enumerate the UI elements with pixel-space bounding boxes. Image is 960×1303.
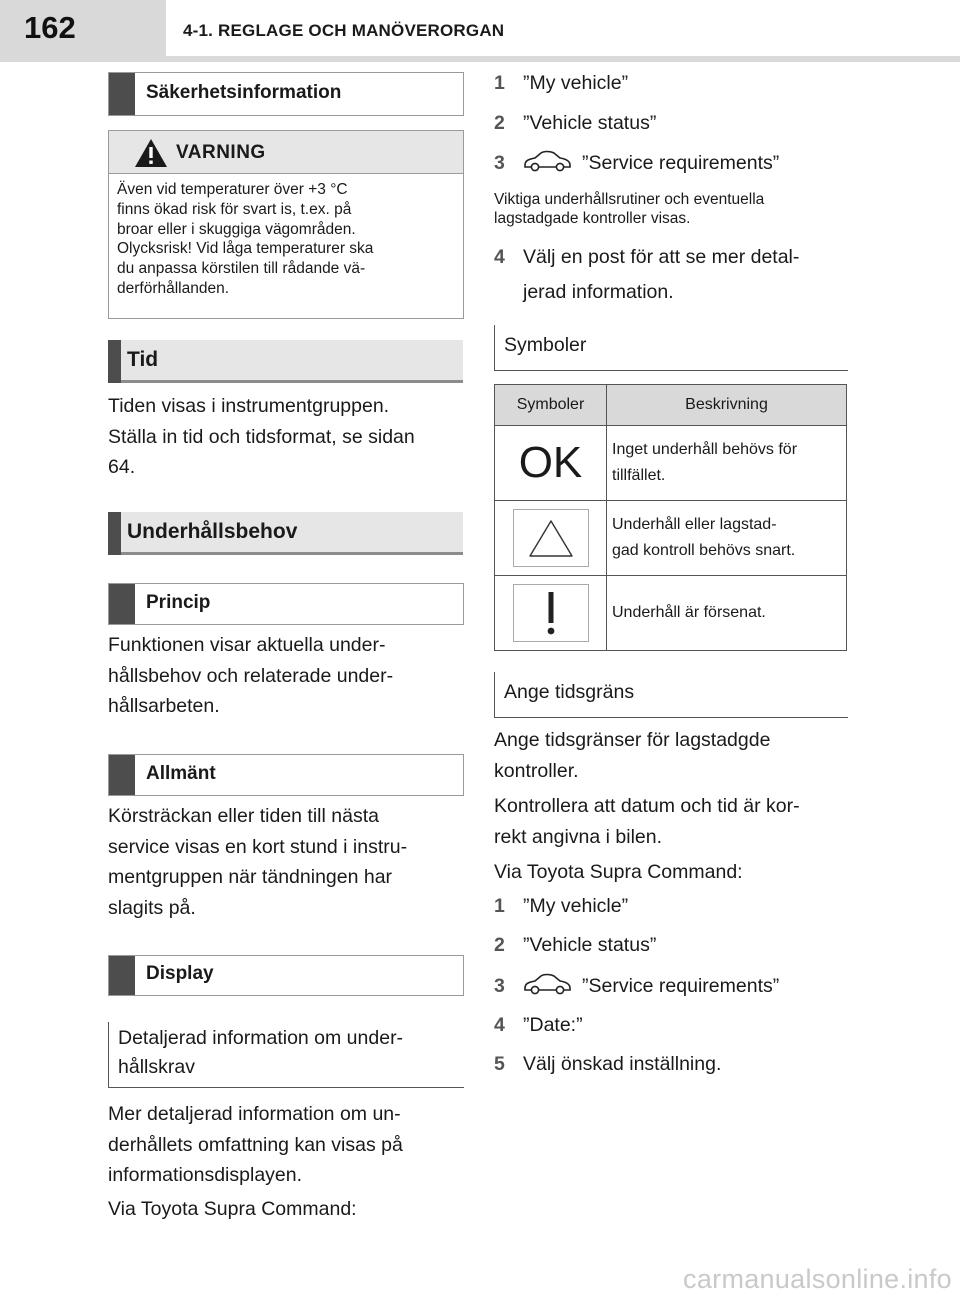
text-line: kontroller. <box>494 759 579 782</box>
text-line: hållsarbeten. <box>108 695 220 717</box>
description-cell <box>607 426 847 501</box>
table-header-row <box>495 385 847 426</box>
exclamation-symbol-box <box>513 584 589 642</box>
section-bar <box>109 956 135 995</box>
text-line: 64. <box>108 456 136 478</box>
text-line: rekt angivna i bilen. <box>494 825 663 848</box>
text-line: mentgruppen när tändningen har <box>108 866 393 888</box>
step-text: Välj önskad inställning. <box>523 1053 722 1075</box>
via-command-text: Via Toyota Supra Command: <box>108 1198 357 1220</box>
text-line: Välj en post för att se mer detal- <box>523 246 800 268</box>
page-number: 162 <box>24 10 76 45</box>
warning-text <box>117 180 457 299</box>
symbol-cell <box>495 426 607 501</box>
detail-heading-text <box>118 1024 403 1082</box>
warning-title: VARNING <box>176 142 266 163</box>
text-line: slagits på. <box>108 896 196 919</box>
allmant-title: Allmänt <box>146 763 216 784</box>
warning-header <box>109 131 463 174</box>
text-line: service visas en kort stund i instru- <box>108 835 408 858</box>
step-number: 3 <box>494 152 505 174</box>
symbol-cell <box>495 576 607 651</box>
step-number: 2 <box>494 934 505 956</box>
section-bar <box>109 584 135 624</box>
step-text: ”My vehicle” <box>523 895 629 917</box>
step-text: ”Date:” <box>523 1014 583 1036</box>
section-bar <box>109 755 135 795</box>
table-row <box>495 576 847 651</box>
text-line: Via Toyota Supra Command: <box>494 861 743 883</box>
tid-paragraph <box>108 391 468 483</box>
section-bar <box>108 512 121 555</box>
text-line: lagstadgade kontroller visas. <box>494 210 691 227</box>
exclamation-icon <box>514 585 588 641</box>
car-icon <box>522 148 572 174</box>
tidsgrans-heading-text: Ange tidsgräns <box>504 681 635 703</box>
page-number-box <box>0 0 166 62</box>
underhall-title: Underhållsbehov <box>127 520 298 543</box>
warning-line: Även vid temperaturer över +3 °C <box>117 181 348 198</box>
table-row <box>495 426 847 501</box>
step-text: ”Vehicle status” <box>523 112 657 134</box>
description-cell <box>607 501 847 576</box>
warning-triangle-icon <box>134 138 168 168</box>
section-bar <box>108 340 121 383</box>
ok-text: OK <box>518 438 583 487</box>
display-title: Display <box>146 963 214 984</box>
allmant-paragraph <box>108 801 468 923</box>
safety-info-heading <box>108 72 464 116</box>
heading-line: hållskrav <box>118 1056 195 1078</box>
triangle-symbol-box <box>513 509 589 567</box>
ok-symbol <box>514 435 588 491</box>
page-header <box>0 0 960 62</box>
desc-line: Underhåll är försenat. <box>612 604 766 621</box>
display-heading <box>108 955 464 996</box>
watermark: carmanualsonline.info <box>683 1264 952 1294</box>
table-header-cell: Symboler <box>495 385 607 426</box>
symbol-table <box>494 384 847 651</box>
step-number: 1 <box>494 895 505 917</box>
header-rule <box>0 56 960 62</box>
underhall-section-heading <box>108 512 463 555</box>
warning-line: du anpassa körstilen till rådande vä- <box>117 260 366 278</box>
text-line: Mer detaljerad information om un- <box>108 1103 401 1125</box>
note-paragraph <box>494 190 854 228</box>
warning-line: derförhållanden. <box>117 279 230 297</box>
warning-line: Olycksrisk! Vid låga temperaturer ska <box>117 240 374 258</box>
section-bar <box>109 73 135 115</box>
step-number: 1 <box>494 72 505 94</box>
symboler-heading-text: Symboler <box>504 334 587 356</box>
warning-box <box>108 130 464 319</box>
desc-line: Inget underhåll behövs för <box>612 441 798 458</box>
text-line: hållsbehov och relaterade under- <box>108 664 394 687</box>
table-header-cell: Beskrivning <box>607 385 847 426</box>
car-icon <box>522 971 572 997</box>
text-line: Funktionen visar aktuella under- <box>108 634 386 656</box>
allmant-heading <box>108 754 464 796</box>
step-text: ”Service requirements” <box>582 152 780 174</box>
text-line: Körsträckan eller tiden till nästa <box>108 805 379 827</box>
detail-subheading <box>108 1022 464 1088</box>
symboler-subheading <box>494 325 848 371</box>
desc-line: gad kontroll behövs snart. <box>612 542 796 559</box>
step-text: ”Vehicle status” <box>523 934 657 956</box>
text-line: Ange tidsgränser för lagstadgde <box>494 729 771 751</box>
step-text: ”Service requirements” <box>582 975 780 997</box>
tid-title: Tid <box>127 348 159 371</box>
step-number: 3 <box>494 975 505 997</box>
symbol-cell <box>495 501 607 576</box>
tidsgrans-paragraph <box>494 725 854 888</box>
safety-info-title: Säkerhetsinformation <box>146 82 342 103</box>
tidsgrans-subheading <box>494 672 848 718</box>
text-line: jerad information. <box>523 281 674 303</box>
description-cell <box>607 576 847 651</box>
warning-line: broar eller i skuggiga vägområden. <box>117 220 356 238</box>
princip-paragraph <box>108 630 468 722</box>
text-line: Kontrollera att datum och tid är kor- <box>494 795 800 817</box>
detail-paragraph <box>108 1099 468 1191</box>
step-text: ”My vehicle” <box>523 72 629 94</box>
step-number: 5 <box>494 1053 505 1075</box>
text-line: derhållets omfattning kan visas på <box>108 1133 403 1156</box>
step-text <box>523 240 799 310</box>
chapter-title: 4-1. REGLAGE OCH MANÖVERORGAN <box>183 21 505 40</box>
table-row <box>495 501 847 576</box>
text-line: Tiden visas i instrumentgruppen. <box>108 395 390 417</box>
triangle-icon <box>514 510 588 566</box>
heading-line: Detaljerad information om under- <box>118 1027 404 1049</box>
desc-line: tillfället. <box>612 467 666 484</box>
tid-section-heading <box>108 340 463 383</box>
text-line: Viktiga underhållsrutiner och eventuella <box>494 191 765 208</box>
desc-line: Underhåll eller lagstad- <box>612 516 777 533</box>
princip-heading <box>108 583 464 625</box>
step-number: 2 <box>494 112 505 134</box>
step-number: 4 <box>494 1014 505 1036</box>
warning-line: finns ökad risk för svart is, t.ex. på <box>117 200 352 218</box>
princip-title: Princip <box>146 592 211 613</box>
text-line: informationsdisplayen. <box>108 1164 303 1186</box>
step-number: 4 <box>494 246 505 268</box>
text-line: Ställa in tid och tidsformat, se sidan <box>108 425 415 448</box>
